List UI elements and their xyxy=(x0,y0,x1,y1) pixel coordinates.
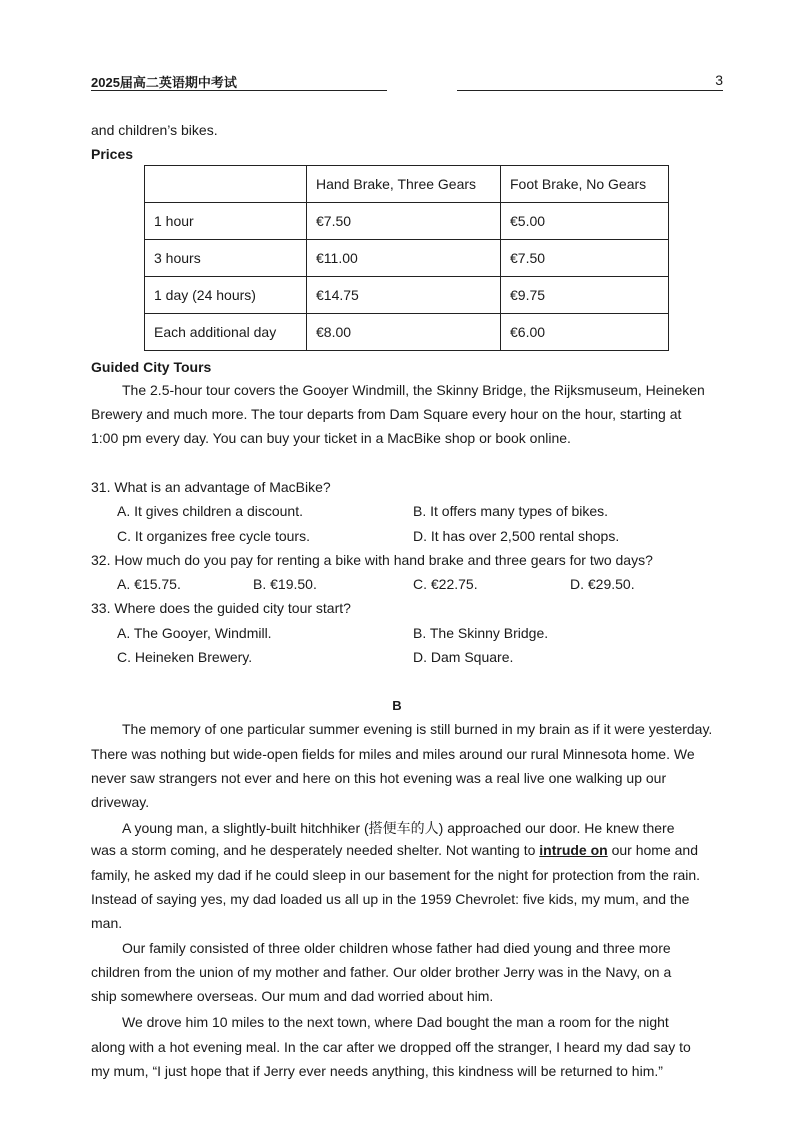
passage-line: We drove him 10 miles to the next town, where Dad bought the man a room for the night xyxy=(122,1014,669,1030)
header-rule-right xyxy=(457,90,723,91)
passage-text: our home and xyxy=(611,842,698,858)
tours-line: 1:00 pm every day. You can buy your ticket in a MacBike shop or book online. xyxy=(91,430,571,446)
tours-line: Brewery and much more. The tour departs from Dam Square every hour on the hour, starting at xyxy=(91,406,682,422)
table-row xyxy=(145,277,669,314)
table-cell: 1 day (24 hours) xyxy=(145,277,307,314)
table-cell: €7.50 xyxy=(501,240,669,277)
underlined-phrase: intrude on xyxy=(539,842,608,858)
passage-line: driveway. xyxy=(91,794,150,810)
prices-table xyxy=(144,165,669,351)
prices-heading: Prices xyxy=(91,146,134,162)
table-row xyxy=(145,240,669,277)
passage-line: family, he asked my dad if he could sleep in our basement for the night for protection from the rain. xyxy=(91,867,701,883)
exam-title: 2025届高二英语期中考试 xyxy=(91,75,237,90)
table-cell: 3 hours xyxy=(145,240,307,277)
table-cell: €5.00 xyxy=(501,203,669,240)
table-cell: €6.00 xyxy=(501,314,669,351)
passage-line: There was nothing but wide-open fields for miles and miles around our rural Minnesota home. We xyxy=(91,746,695,762)
section-label: B xyxy=(392,698,402,713)
tours-heading: Guided City Tours xyxy=(91,359,212,375)
table-header-row xyxy=(145,166,669,203)
table-row xyxy=(145,314,669,351)
passage-line: A young man, a slightly-built hitchhiker (搭便车的人) approached our door. He knew there xyxy=(122,820,675,836)
answer-option: B. It offers many types of bikes. xyxy=(413,503,609,519)
table-cell: Each additional day xyxy=(145,314,307,351)
answer-option: D. It has over 2,500 rental shops. xyxy=(413,528,620,544)
passage-line: ship somewhere overseas. Our mum and dad worried about him. xyxy=(91,988,494,1004)
table-cell: €7.50 xyxy=(307,203,501,240)
passage-line: never saw strangers not ever and here on this hot evening was a real live one walking up our xyxy=(91,770,667,786)
passage-line xyxy=(91,842,698,858)
answer-option: C. €22.75. xyxy=(413,576,478,592)
answer-option: A. It gives children a discount. xyxy=(117,503,303,519)
table-cell: 1 hour xyxy=(145,203,307,240)
table-header-cell: Foot Brake, No Gears xyxy=(501,166,669,203)
answer-option: D. €29.50. xyxy=(570,576,635,592)
answer-option: B. The Skinny Bridge. xyxy=(413,625,549,641)
answer-option: C. It organizes free cycle tours. xyxy=(117,528,310,544)
answer-option: C. Heineken Brewery. xyxy=(117,649,253,665)
answer-option: D. Dam Square. xyxy=(413,649,514,665)
passage-line: children from the union of my mother and father. Our older brother Jerry was in the Navy, on a xyxy=(91,964,672,980)
question-stem: 32. How much do you pay for renting a bike with hand brake and three gears for two days? xyxy=(91,552,653,568)
table-header-cell xyxy=(145,166,307,203)
question-stem: 31. What is an advantage of MacBike? xyxy=(91,479,331,495)
table-header-cell: Hand Brake, Three Gears xyxy=(307,166,501,203)
table-cell: €8.00 xyxy=(307,314,501,351)
passage-text: was a storm coming, and he desperately needed shelter. Not wanting to xyxy=(91,842,536,858)
table-cell: €11.00 xyxy=(307,240,501,277)
tours-line: The 2.5-hour tour covers the Gooyer Windmill, the Skinny Bridge, the Rijksmuseum, Heineken xyxy=(122,382,705,398)
page-number: 3 xyxy=(715,72,723,88)
table-cell: €14.75 xyxy=(307,277,501,314)
table-cell: €9.75 xyxy=(501,277,669,314)
intro-line: and children’s bikes. xyxy=(91,122,218,138)
passage-line: Our family consisted of three older children whose father had died young and three more xyxy=(122,940,671,956)
passage-line: along with a hot evening meal. In the car after we dropped off the stranger, I heard my dad say to xyxy=(91,1039,691,1055)
header-rule-left xyxy=(91,90,387,91)
passage-line: The memory of one particular summer evening is still burned in my brain as if it were yesterday. xyxy=(122,721,713,737)
question-stem: 33. Where does the guided city tour start? xyxy=(91,600,351,616)
answer-option: B. €19.50. xyxy=(253,576,317,592)
page-header xyxy=(91,72,723,94)
passage-line: my mum, “I just hope that if Jerry ever needs anything, this kindness will be returned to him.” xyxy=(91,1063,663,1079)
answer-option: A. The Gooyer, Windmill. xyxy=(117,625,272,641)
passage-line: Instead of saying yes, my dad loaded us all up in the 1959 Chevrolet: five kids, my mum, and the xyxy=(91,891,690,907)
table-row xyxy=(145,203,669,240)
passage-line: man. xyxy=(91,915,123,931)
answer-option: A. €15.75. xyxy=(117,576,181,592)
